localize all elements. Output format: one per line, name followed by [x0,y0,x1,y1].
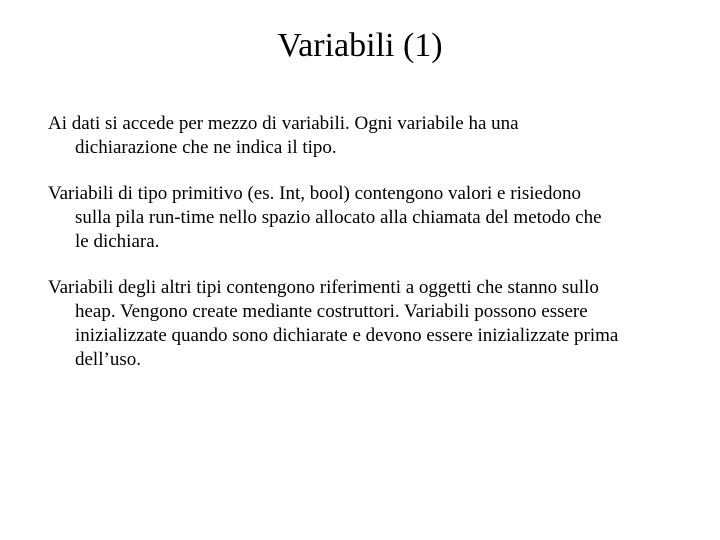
paragraph-line: le dichiara. [75,231,160,252]
paragraph-primitive-types [48,182,658,254]
paragraph-line: sulla pila run-time nello spazio allocato alla chiamata del metodo che [75,207,602,228]
paragraph-line: Ai dati si accede per mezzo di variabili. Ogni variabile ha una [48,113,519,134]
paragraph-data-access [48,112,658,160]
paragraph-line: Variabili di tipo primitivo (es. Int, bool) contengono valori e risiedono [48,183,581,204]
paragraph-line: Variabili degli altri tipi contengono riferimenti a oggetti che stanno sullo [48,277,599,298]
slide-title: Variabili (1) [277,27,443,64]
paragraph-line: dichiarazione che ne indica il tipo. [75,137,337,158]
paragraph-line: heap. Vengono create mediante costruttori. Variabili possono essere [75,301,588,322]
paragraph-line: dell’uso. [75,349,141,370]
paragraph-line: inizializzate quando sono dichiarate e devono essere inizializzate prima [75,325,619,346]
slide-body [48,112,658,394]
paragraph-reference-types [48,276,658,372]
